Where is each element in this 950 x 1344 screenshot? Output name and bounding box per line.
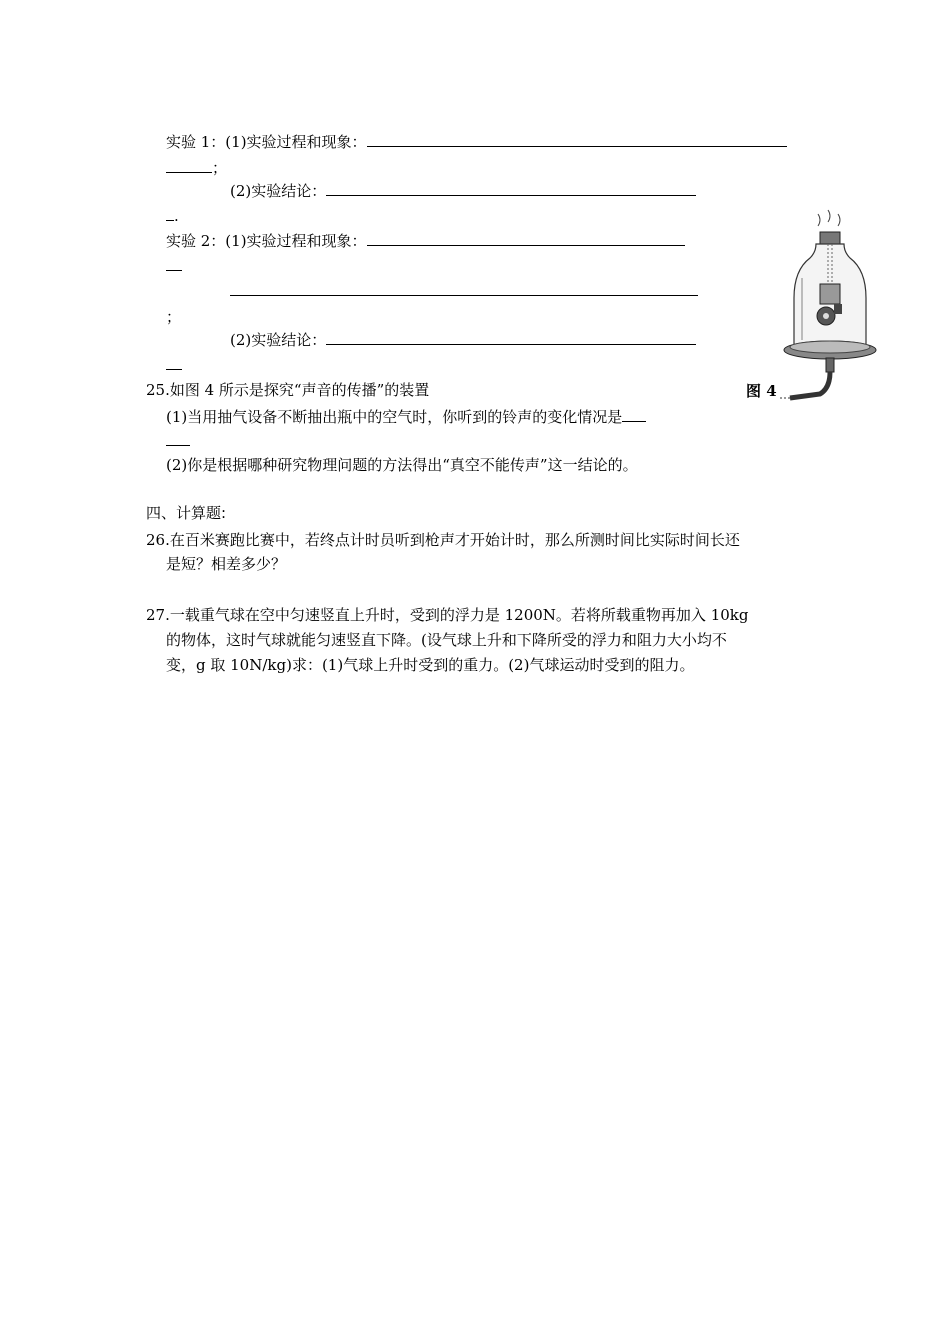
q27-line3: 变，g 取 10N/kg)求：(1)气球上升时受到的重力。(2)气球运动时受到的阻力。 [166, 656, 695, 674]
exp2-process-label: 实验 2：(1)实验过程和现象： [166, 232, 367, 250]
exp1-process-label: 实验 1：(1)实验过程和现象： [166, 133, 367, 151]
q25-part2: (2)你是根据哪种研究物理问题的方法得出“真空不能传声”这一结论的。 [166, 456, 638, 474]
exp2-conclusion-line [230, 330, 696, 350]
exp1-conclusion-continuation [166, 206, 179, 226]
exp1-conclusion-blank[interactable] [326, 182, 696, 196]
exp1-process-blank-cont[interactable] [166, 159, 212, 173]
exp1-conclusion-label: (2)实验结论： [230, 182, 327, 200]
q25-part1-continuation [166, 431, 190, 451]
exp2-process-line [166, 231, 685, 251]
exp1-conclusion-end: . [174, 207, 179, 225]
exp2-process-blank[interactable] [367, 232, 685, 246]
exp1-process-blank[interactable] [367, 133, 787, 147]
exp1-conclusion-blank-cont[interactable] [166, 207, 174, 221]
q25-part1 [166, 407, 646, 427]
exp2-conclusion-blank[interactable] [326, 331, 696, 345]
q27-line2: 的物体，这时气球就能匀速竖直下降。(设气球上升和下降所受的浮力和阻力大小均不 [166, 631, 727, 649]
q25-part1-blank-cont[interactable] [166, 432, 190, 446]
exp2-process-end-line [166, 307, 181, 327]
exp1-process-continuation [166, 158, 227, 178]
figure-4-label: 图 4 [746, 382, 777, 400]
exp2-process-continuation [166, 256, 182, 276]
q26-line2: 是短？相差多少？ [166, 555, 287, 573]
exp2-conclusion-label: (2)实验结论： [230, 331, 327, 349]
section4-heading: 四、计算题: [146, 504, 227, 522]
q27-line1: 27.一载重气球在空中匀速竖直上升时，受到的浮力是 1200N。若将所载重物再加入 10kg [146, 606, 749, 624]
q25-stem: 25.如图 4 所示是探究“声音的传播”的装置 [146, 381, 430, 399]
exp1-process-end: ； [212, 159, 228, 177]
exp1-process-line [166, 132, 787, 152]
exp2-process-blank-cont[interactable] [166, 257, 182, 271]
q25-part1-blank[interactable] [622, 408, 646, 422]
bell-jar-apparatus-icon [780, 208, 880, 408]
exp1-conclusion-line [230, 181, 696, 201]
q25-part1-text: (1)当用抽气设备不断抽出瓶中的空气时，你听到的铃声的变化情况是 [166, 408, 623, 426]
q26-line1: 26.在百米赛跑比赛中，若终点计时员听到枪声才开始计时，那么所测时间比实际时间长还 [146, 531, 740, 549]
exp2-process-blank-line2[interactable] [230, 295, 698, 296]
exp2-conclusion-continuation [166, 355, 182, 375]
exp2-process-end: ； [166, 308, 182, 326]
exp2-conclusion-blank-cont[interactable] [166, 356, 182, 370]
